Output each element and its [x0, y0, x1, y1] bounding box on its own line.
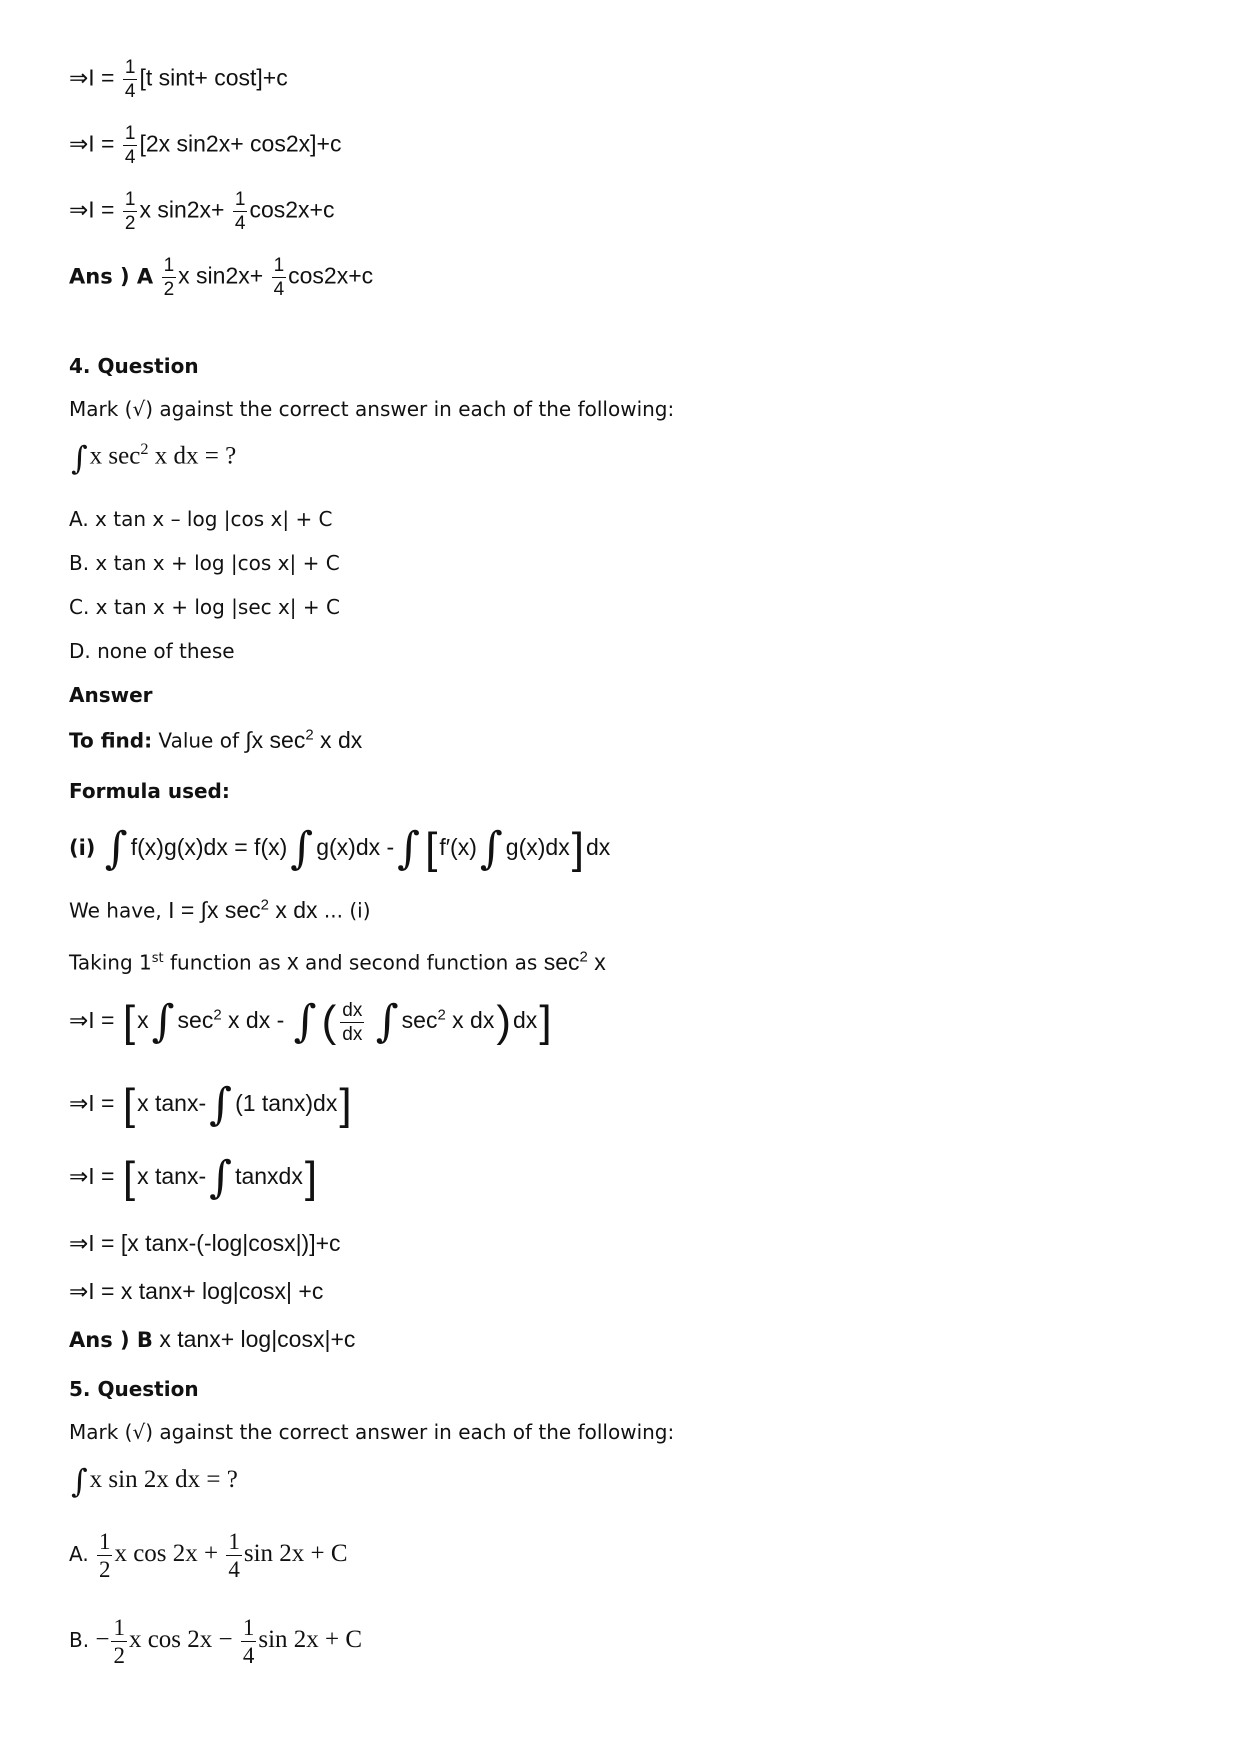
q4-option-d[interactable]: D. none of these	[69, 639, 235, 663]
expr-part: x dx	[313, 726, 363, 753]
step-expression: cos2x+c	[249, 196, 335, 223]
q5-instruction: Mark (√) against the correct answer in each of the following:	[69, 1420, 675, 1444]
expr-part: dx	[513, 1007, 538, 1034]
right-bracket: ]	[304, 1153, 318, 1202]
q5-integral-expression	[69, 1462, 238, 1501]
fraction-numerator: 1	[228, 1529, 240, 1554]
integral-sign: ∫	[71, 1462, 88, 1501]
formula-part: g(x)dx -	[316, 834, 395, 861]
text-part: and second function as	[298, 950, 544, 975]
q4-we-have	[69, 896, 371, 924]
expr-part: (1 tanx)dx	[235, 1090, 338, 1117]
expr-part: x	[137, 1007, 149, 1034]
formula-part: g(x)dx	[505, 834, 570, 861]
q4-formula	[69, 823, 611, 874]
step-prefix: ⇒I =	[69, 1090, 115, 1117]
exponent: 2	[305, 726, 314, 743]
prev-step-1	[69, 58, 288, 101]
q4-step-3	[69, 1152, 319, 1203]
fraction	[162, 256, 177, 299]
expr-part: x dx -	[221, 1007, 285, 1034]
fraction-denominator: 2	[124, 213, 136, 234]
expr-part: tanxdx	[235, 1163, 303, 1190]
integral-sign: ∫	[397, 823, 421, 874]
option-expression: x cos 2x −	[128, 1626, 233, 1654]
expr-part: x sin 2x dx = ?	[89, 1466, 238, 1493]
exponent: 2	[579, 948, 588, 965]
q4-step-4: ⇒I = [x tanx-(-log|cosx|)]+c	[69, 1230, 341, 1256]
fraction-numerator: 1	[273, 255, 285, 276]
fraction	[111, 1616, 127, 1667]
answer-expression: cos2x+c	[288, 262, 374, 289]
q4-step-1	[69, 996, 554, 1047]
fraction-denominator: 4	[228, 1557, 240, 1582]
fraction-denominator: 4	[124, 81, 136, 102]
fraction-numerator: dx	[342, 999, 363, 1021]
formula-part: dx	[585, 834, 611, 861]
fraction	[123, 58, 138, 101]
step-expression: x sin2x+	[139, 196, 225, 223]
integral-sign: ∫	[293, 996, 317, 1047]
option-label: A.	[69, 1542, 89, 1567]
q4-taking-functions	[69, 948, 606, 976]
integral-sign: ∫	[151, 996, 175, 1047]
expr-part: x tanx-	[137, 1090, 207, 1117]
integral-sign: ∫	[209, 1152, 233, 1203]
fraction	[272, 256, 287, 299]
answer-expression: x sin2x+	[178, 262, 264, 289]
q4-instruction: Mark (√) against the correct answer in each of the following:	[69, 397, 675, 421]
fraction-numerator: 1	[242, 1615, 255, 1640]
q4-answer	[69, 1326, 355, 1354]
expr-part: x tanx-	[137, 1163, 207, 1190]
fraction-numerator: 1	[98, 1529, 111, 1554]
fraction-denominator: 4	[234, 213, 246, 234]
second-function: sec	[543, 948, 580, 975]
option-expression: x cos 2x +	[114, 1540, 219, 1568]
integral-sign: ∫	[479, 823, 503, 874]
fraction-numerator: 1	[124, 189, 136, 210]
q4-step-5: ⇒I = x tanx+ log|cosx| +c	[69, 1278, 324, 1304]
equation-reference: ... (i)	[317, 898, 371, 923]
step-prefix: ⇒I =	[69, 196, 115, 223]
fraction-numerator: 1	[124, 123, 136, 144]
right-bracket: ]	[539, 997, 552, 1046]
text-part: Taking 1	[69, 950, 152, 975]
step-expression: [2x sin2x+ cos2x]+c	[139, 130, 342, 157]
q4-option-a[interactable]: A. x tan x – log |cos x| + C	[69, 507, 333, 531]
q4-option-b[interactable]: B. x tan x + log |cos x| + C	[69, 551, 340, 575]
q4-heading: 4. Question	[69, 354, 199, 378]
integral-sign: ∫	[375, 996, 399, 1047]
fraction	[123, 190, 138, 233]
exponent: 2	[260, 896, 269, 913]
left-bracket: [	[425, 824, 438, 873]
integral-sign: ∫	[245, 726, 252, 753]
fraction-numerator: 1	[113, 1615, 125, 1640]
q4-option-c[interactable]: C. x tan x + log |sec x| + C	[69, 595, 340, 619]
integral-sign: ∫	[104, 823, 128, 874]
step-prefix: ⇒I =	[69, 64, 115, 91]
q4-step-2	[69, 1079, 354, 1130]
formula-part: f(x)g(x)dx = f(x)	[130, 834, 288, 861]
q4-formula-heading: Formula used:	[69, 779, 230, 803]
q5-option-a[interactable]	[69, 1530, 348, 1581]
expr-part: x dx = ?	[148, 442, 237, 470]
fraction	[233, 190, 248, 233]
minus-sign: −	[95, 1626, 110, 1654]
q5-heading: 5. Question	[69, 1377, 199, 1401]
right-bracket: ]	[571, 824, 584, 873]
fraction-denominator: 2	[98, 1557, 111, 1582]
fraction-denominator: dx	[342, 1023, 363, 1045]
q4-integral-expression	[69, 438, 237, 477]
integral-sign: ∫	[71, 438, 88, 477]
exponent: 2	[140, 440, 149, 458]
exponent: 2	[213, 1006, 222, 1024]
expr-part: x sec	[206, 896, 261, 923]
right-paren: )	[496, 997, 512, 1046]
answer-label: Ans ) A	[69, 264, 154, 289]
right-bracket: ]	[339, 1080, 352, 1129]
option-expression: sin 2x + C	[258, 1626, 363, 1654]
q4-to-find	[69, 726, 362, 754]
q5-option-b[interactable]	[69, 1616, 362, 1667]
q4-answer-heading: Answer	[69, 683, 153, 707]
fraction-numerator: 1	[234, 189, 246, 210]
answer-label: Ans ) B	[69, 1328, 153, 1352]
fraction	[226, 1530, 242, 1581]
left-paren: (	[321, 997, 337, 1046]
expr-part: x sec	[89, 442, 141, 470]
fraction	[97, 1530, 113, 1581]
option-label: B.	[69, 1628, 90, 1653]
step-prefix: ⇒I =	[69, 1163, 115, 1190]
fraction-numerator: 1	[124, 57, 136, 78]
formula-label: (i)	[69, 836, 96, 861]
left-bracket: [	[122, 1080, 136, 1129]
expr-part: sec	[177, 1007, 214, 1034]
fraction-denominator: 2	[163, 279, 175, 300]
fraction-denominator: 4	[273, 279, 285, 300]
ordinal-suffix: st	[151, 951, 164, 966]
expr-part: x dx	[445, 1007, 495, 1034]
fraction-numerator: 1	[163, 255, 175, 276]
to-find-text: Value of	[152, 728, 246, 753]
prev-step-3	[69, 190, 334, 233]
first-function: x	[287, 948, 299, 975]
fraction-denominator: 2	[113, 1643, 125, 1668]
integral-sign: ∫	[209, 1079, 233, 1130]
step-prefix: ⇒I =	[69, 1007, 115, 1034]
fraction	[241, 1616, 257, 1667]
left-bracket: [	[122, 1153, 136, 1202]
expr-part: x sec	[251, 726, 306, 753]
text-part: function as	[163, 950, 288, 975]
second-function: x	[587, 948, 606, 975]
expr-part: I =	[168, 896, 201, 923]
we-have-text: We have,	[69, 898, 169, 923]
expr-part: sec	[401, 1007, 438, 1034]
fraction	[340, 1001, 364, 1044]
exponent: 2	[437, 1006, 446, 1024]
prev-step-2	[69, 124, 341, 167]
fraction	[123, 124, 138, 167]
integral-sign: ∫	[200, 896, 207, 923]
left-bracket: [	[122, 997, 136, 1046]
integral-sign: ∫	[290, 823, 314, 874]
formula-part: f′(x)	[439, 834, 477, 861]
step-expression: [t sint+ cost]+c	[139, 64, 288, 91]
fraction-denominator: 4	[124, 147, 136, 168]
fraction-denominator: 4	[242, 1643, 255, 1668]
option-expression: sin 2x + C	[243, 1540, 348, 1568]
step-prefix: ⇒I =	[69, 130, 115, 157]
prev-answer	[69, 256, 373, 299]
expr-part: x dx	[268, 896, 318, 923]
to-find-label: To find:	[69, 728, 153, 753]
answer-expression: x tanx+ log|cosx|+c	[152, 1326, 356, 1352]
